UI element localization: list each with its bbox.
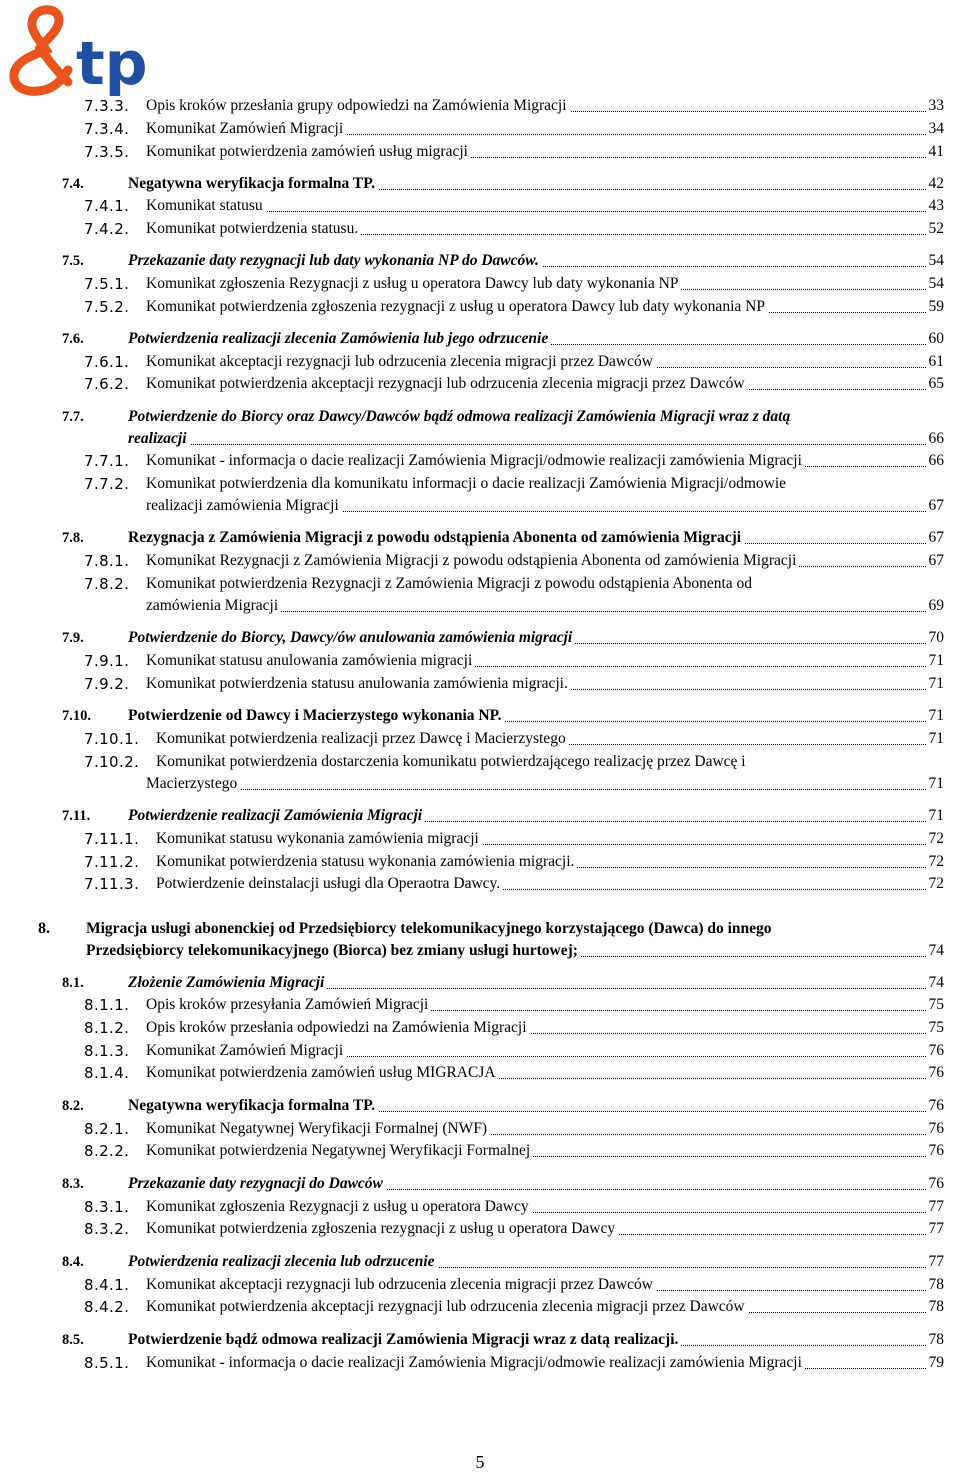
toc-entry-title: Komunikat akceptacji rezygnacji lub odrzucenia zlecenia migracji przez Dawców xyxy=(146,1276,656,1293)
toc-entry-title: Komunikat potwierdzenia Negatywnej Weryfikacji Formalnej xyxy=(146,1142,533,1159)
toc-entry-title: Komunikat potwierdzenia statusu. xyxy=(146,220,361,237)
toc-entry-number: 7.9.1. xyxy=(84,652,130,670)
toc-entry[interactable] xyxy=(0,673,960,695)
toc-entry-page: 72 xyxy=(927,873,945,895)
toc-entry[interactable] xyxy=(0,141,960,163)
toc-entry-page: 77 xyxy=(927,1251,945,1273)
toc-entry-title: Macierzystego xyxy=(146,775,240,792)
toc-entry[interactable] xyxy=(0,95,960,117)
logo-text: tp xyxy=(76,29,148,96)
toc-entry-title: Komunikat potwierdzenia zamówień usług MIGRACJA xyxy=(146,1064,499,1081)
toc-entry-title: Komunikat - informacja o dacie realizacji Zamówienia Migracji/odmowie realizacji zamówienia Migracji xyxy=(146,452,805,469)
toc-entry-page: 77 xyxy=(927,1196,945,1218)
toc-entry-title: Komunikat potwierdzenia statusu wykonania zamówienia migracji. xyxy=(156,853,577,870)
toc-entry-page: 78 xyxy=(927,1296,945,1318)
toc-entry-page: 71 xyxy=(927,673,945,695)
toc-entry[interactable] xyxy=(0,495,960,517)
toc-entry-number: 8.5.1. xyxy=(84,1354,130,1372)
toc-entry-page: 71 xyxy=(927,805,945,827)
toc-entry-number: 8.3.1. xyxy=(84,1198,130,1216)
toc-entry-page: 54 xyxy=(927,250,945,272)
toc-entry[interactable] xyxy=(0,728,960,750)
toc-entry-page: 67 xyxy=(927,527,945,549)
toc-entry-page: 69 xyxy=(927,595,945,617)
toc-entry-number: 7.8.2. xyxy=(84,575,130,593)
toc-entry-page: 76 xyxy=(927,1062,945,1084)
toc-entry-title: Potwierdzenia realizacji zlecenia Zamówienia lub jego odrzucenie xyxy=(128,330,551,347)
toc-entry-title: Komunikat statusu xyxy=(146,197,266,214)
toc-entry[interactable] xyxy=(0,1352,960,1374)
page-number: 5 xyxy=(475,1452,485,1472)
toc-entry[interactable] xyxy=(0,805,960,827)
toc-entry-title: Opis kroków przesłania odpowiedzi na Zamówienia Migracji xyxy=(146,1019,530,1036)
toc-entry[interactable] xyxy=(0,940,960,962)
toc-entry-page: 72 xyxy=(927,851,945,873)
toc-entry-page: 79 xyxy=(927,1352,945,1374)
toc-entry[interactable] xyxy=(0,1118,960,1140)
toc-entry-title: Przekazanie daty rezygnacji lub daty wykonania NP do Dawców. xyxy=(128,252,542,269)
toc-entry[interactable] xyxy=(0,1296,960,1318)
toc-entry-title: Potwierdzenie realizacji Zamówienia Migracji xyxy=(128,807,425,824)
toc-entry-page: 34 xyxy=(927,118,945,140)
toc-entry-number: 8.1.3. xyxy=(84,1042,130,1060)
toc-entry-number: 8.5. xyxy=(62,1332,84,1348)
toc-entry-page: 67 xyxy=(927,550,945,572)
toc-entry-title: Opis kroków przesłania grupy odpowiedzi na Zamówienia Migracji xyxy=(146,97,570,114)
toc-entry-number: 7.7.2. xyxy=(84,475,130,493)
toc-entry-number: 7.4. xyxy=(62,176,84,192)
toc-entry-page: 70 xyxy=(927,627,945,649)
toc-entry-page: 71 xyxy=(927,773,945,795)
toc-entry-title: Komunikat potwierdzenia dla komunikatu informacji o dacie realizacji Zamówienia Migracji/odmowie xyxy=(146,475,787,492)
toc-entry-title: Komunikat Zamówień Migracji xyxy=(146,120,346,137)
toc-entry[interactable] xyxy=(0,195,960,217)
toc-entry-page: 67 xyxy=(927,495,945,517)
toc-entry[interactable] xyxy=(0,972,960,994)
toc-entry-title: Komunikat potwierdzenia akceptacji rezygnacji lub odrzucenia zlecenia migracji przez Dawców xyxy=(146,1298,748,1315)
toc-entry-number: 8.3.2. xyxy=(84,1220,130,1238)
toc-entry-title: Komunikat Zamówień Migracji xyxy=(146,1042,346,1059)
toc-entry[interactable] xyxy=(0,328,960,350)
toc-entry[interactable] xyxy=(0,296,960,318)
toc-entry-title: Komunikat zgłoszenia Rezygnacji z usług u operatora Dawcy lub daty wykonania NP xyxy=(146,275,681,292)
toc-entry-title: Potwierdzenie od Dawcy i Macierzystego wykonania NP. xyxy=(128,707,505,724)
toc-entry-number: 8.2.2. xyxy=(84,1142,130,1160)
toc-entry-number: 7.3.5. xyxy=(84,143,130,161)
toc-entry-number: 8.1.4. xyxy=(84,1064,130,1082)
toc-entry-page: 76 xyxy=(927,1173,945,1195)
toc-entry-page: 77 xyxy=(927,1218,945,1240)
toc-entry[interactable] xyxy=(0,828,960,850)
toc-entry-title: Komunikat akceptacji rezygnacji lub odrzucenia zlecenia migracji przez Dawców xyxy=(146,353,656,370)
toc-entry-title: Komunikat zgłoszenia Rezygnacji z usług u operatora Dawcy xyxy=(146,1198,532,1215)
toc-entry-title: Komunikat Negatywnej Weryfikacji Formalnej (NWF) xyxy=(146,1120,490,1137)
toc-entry-number: 8.4. xyxy=(62,1254,84,1270)
toc-entry-title: Potwierdzenie bądź odmowa realizacji Zamówienia Migracji wraz z datą realizacji. xyxy=(128,1331,681,1348)
toc-entry-title: Potwierdzenie do Biorcy, Dawcy/ów anulowania zamówienia migracji xyxy=(128,629,575,646)
toc-entry-page: 33 xyxy=(927,95,945,117)
toc-entry-number: 7.7.1. xyxy=(84,452,130,470)
toc-entry-number: 7.9.2. xyxy=(84,675,130,693)
toc-entry-number: 7.6.1. xyxy=(84,353,130,371)
toc-entry-page: 78 xyxy=(927,1274,945,1296)
toc-entry-page: 71 xyxy=(927,650,945,672)
toc-entry-page: 72 xyxy=(927,828,945,850)
toc-entry[interactable] xyxy=(0,473,960,495)
toc-entry-title: Złożenie Zamówienia Migracji xyxy=(128,974,327,991)
toc-entry-title: Rezygnacja z Zamówienia Migracji z powodu odstąpienia Abonenta od zamówienia Migracji xyxy=(128,529,744,546)
toc-entry-page: 74 xyxy=(927,972,945,994)
toc-entry-page: 75 xyxy=(927,994,945,1016)
toc-entry-number: 7.10.1. xyxy=(84,730,140,748)
toc-entry[interactable] xyxy=(0,573,960,595)
toc-entry-title: Komunikat potwierdzenia zgłoszenia rezygnacji z usług u operatora Dawcy lub daty wykonania NP xyxy=(146,298,768,315)
toc-entry-number: 8.2. xyxy=(62,1098,84,1114)
toc-entry-page: 66 xyxy=(927,450,945,472)
toc-entry-page: 59 xyxy=(927,296,945,318)
toc-entry-number: 8.4.1. xyxy=(84,1276,130,1294)
toc-entry-title: zamówienia Migracji xyxy=(146,597,281,614)
toc-entry[interactable] xyxy=(0,273,960,295)
toc-entry-page: 74 xyxy=(927,940,945,962)
dot-leader xyxy=(128,444,926,445)
toc-entry-title: Potwierdzenie deinstalacji usługi dla Operaotra Dawcy. xyxy=(156,875,503,892)
toc-entry-title: Potwierdzenie do Biorcy oraz Dawcy/Dawców bądź odmowa realizacji Zamówienia Migracji wraz z datą xyxy=(128,408,791,425)
toc-entry-number: 7.5.2. xyxy=(84,298,130,316)
toc-entry-title: Komunikat potwierdzenia zamówień usług migracji xyxy=(146,143,471,160)
toc-entry-title: Negatywna weryfikacja formalna TP. xyxy=(128,175,378,192)
toc-entry-title: Komunikat potwierdzenia Rezygnacji z Zamówienia Migracji z powodu odstąpienia Abonenta od xyxy=(146,575,753,592)
toc-entry-page: 41 xyxy=(927,141,945,163)
toc-entry-title: Przekazanie daty rezygnacji do Dawców xyxy=(128,1175,386,1192)
toc-entry-number: 7.10. xyxy=(62,708,91,724)
toc-entry-title: Komunikat potwierdzenia statusu anulowania zamówienia migracji. xyxy=(146,675,571,692)
toc-entry-title: realizacji xyxy=(128,430,190,447)
toc-entry-number: 7.8. xyxy=(62,530,84,546)
toc-entry[interactable] xyxy=(0,1251,960,1273)
toc-entry[interactable] xyxy=(0,428,960,450)
toc-entry[interactable] xyxy=(0,351,960,373)
dot-leader xyxy=(146,789,926,790)
toc-entry-title: Komunikat potwierdzenia zgłoszenia rezygnacji z usług u operatora Dawcy xyxy=(146,1220,618,1237)
toc-entry-title: Komunikat - informacja o dacie realizacji Zamówienia Migracji/odmowie realizacji zamówienia Migracji xyxy=(146,1354,805,1371)
toc-entry[interactable] xyxy=(0,751,960,773)
toc-entry[interactable] xyxy=(0,873,960,895)
toc-entry[interactable] xyxy=(0,1017,960,1039)
toc-entry-number: 7.3.4. xyxy=(84,120,130,138)
toc-entry-page: 43 xyxy=(927,195,945,217)
toc-entry-number: 7.11.3. xyxy=(84,875,140,893)
toc-entry-page: 52 xyxy=(927,218,945,240)
toc-entry[interactable] xyxy=(0,1140,960,1162)
toc-entry-number: 7.6.2. xyxy=(84,375,130,393)
toc-entry-page: 76 xyxy=(927,1040,945,1062)
toc-entry-title: Opis kroków przesyłania Zamówień Migracji xyxy=(146,996,431,1013)
toc-entry[interactable] xyxy=(0,1218,960,1240)
toc-entry-page: 71 xyxy=(927,728,945,750)
toc-entry[interactable] xyxy=(0,373,960,395)
toc-entry[interactable] xyxy=(0,527,960,549)
toc-entry[interactable] xyxy=(0,1062,960,1084)
toc-entry-page: 76 xyxy=(927,1095,945,1117)
toc-entry-number: 7.5. xyxy=(62,253,84,269)
toc-entry-number: 7.10.2. xyxy=(84,753,140,771)
toc-entry-number: 7.11.2. xyxy=(84,853,140,871)
toc-entry-number: 7.8.1. xyxy=(84,552,130,570)
toc-entry-page: 61 xyxy=(927,351,945,373)
toc-entry[interactable] xyxy=(0,118,960,140)
toc-entry-title: Migracja usługi abonenckiej od Przedsiębiorcy telekomunikacyjnego korzystającego (Dawca) do innego xyxy=(86,920,772,937)
toc-entry[interactable] xyxy=(0,1329,960,1351)
toc-entry-number: 8.3. xyxy=(62,1176,84,1192)
toc-entry-title: Komunikat Rezygnacji z Zamówienia Migracji z powodu odstąpienia Abonenta od zamówienia Migracji xyxy=(146,552,799,569)
toc-entry-number: 7.7. xyxy=(62,409,84,425)
toc-entry[interactable] xyxy=(0,406,960,428)
toc-entry[interactable] xyxy=(0,173,960,195)
toc-entry[interactable] xyxy=(0,1095,960,1117)
toc-entry[interactable] xyxy=(0,450,960,472)
toc-entry-title: Potwierdzenia realizacji zlecenia lub odrzucenie xyxy=(128,1253,438,1270)
toc-entry-page: 42 xyxy=(927,173,945,195)
toc-entry-number: 7.5.1. xyxy=(84,275,130,293)
toc-entry-number: 8.4.2. xyxy=(84,1298,130,1316)
toc-entry-number: 8.2.1. xyxy=(84,1120,130,1138)
toc-entry-page: 76 xyxy=(927,1140,945,1162)
toc-entry[interactable] xyxy=(0,650,960,672)
toc-entry-title: Komunikat potwierdzenia realizacji przez Dawcę i Macierzystego xyxy=(156,730,569,747)
toc-entry-number: 7.6. xyxy=(62,331,84,347)
toc-entry[interactable] xyxy=(0,1040,960,1062)
toc-entry-number: 7.11.1. xyxy=(84,830,140,848)
toc-entry-page: 60 xyxy=(927,328,945,350)
toc-entry[interactable] xyxy=(0,250,960,272)
toc-entry[interactable] xyxy=(0,851,960,873)
toc-entry-title: Przedsiębiorcy telekomunikacyjnego (Biorca) bez zmiany usługi hurtowej; xyxy=(86,942,581,959)
toc-entry[interactable] xyxy=(0,627,960,649)
toc-entry-number: 8.1.1. xyxy=(84,996,130,1014)
toc-entry-number: 8.1. xyxy=(62,975,84,991)
toc-entry[interactable] xyxy=(0,994,960,1016)
toc-entry-page: 66 xyxy=(927,428,945,450)
toc-entry-title: Komunikat potwierdzenia akceptacji rezygnacji lub odrzucenia zlecenia migracji przez Dawców xyxy=(146,375,748,392)
toc-entry-page: 76 xyxy=(927,1118,945,1140)
toc-entry-title: Komunikat potwierdzenia dostarczenia komunikatu potwierdzającego realizację przez Dawcę i xyxy=(156,753,746,770)
toc-entry-number: 7.4.2. xyxy=(84,220,130,238)
toc-entry-title: Komunikat statusu wykonania zamówienia migracji xyxy=(156,830,482,847)
toc-entry[interactable] xyxy=(0,1196,960,1218)
toc-entry-page: 71 xyxy=(927,705,945,727)
toc-entry[interactable] xyxy=(0,218,960,240)
toc-entry-page: 65 xyxy=(927,373,945,395)
toc-entry[interactable] xyxy=(0,705,960,727)
toc-entry-number: 8. xyxy=(38,920,50,937)
toc-entry[interactable] xyxy=(0,550,960,572)
toc-entry-number: 7.9. xyxy=(62,630,84,646)
toc-entry[interactable] xyxy=(0,595,960,617)
toc-entry[interactable] xyxy=(0,1274,960,1296)
toc-entry-number: 8.1.2. xyxy=(84,1019,130,1037)
toc-entry[interactable] xyxy=(0,1173,960,1195)
toc-entry-page: 54 xyxy=(927,273,945,295)
toc-entry-number: 7.4.1. xyxy=(84,197,130,215)
toc-entry[interactable] xyxy=(0,918,960,940)
toc-entry-number: 7.11. xyxy=(62,808,91,824)
toc-entry-page: 75 xyxy=(927,1017,945,1039)
toc-entry-title: realizacji zamówienia Migracji xyxy=(146,497,342,514)
toc-entry-title: Negatywna weryfikacja formalna TP. xyxy=(128,1097,378,1114)
toc-entry-number: 7.3.3. xyxy=(84,97,130,115)
toc-entry-page: 78 xyxy=(927,1329,945,1351)
toc-entry-title: Komunikat statusu anulowania zamówienia migracji xyxy=(146,652,475,669)
toc-entry[interactable] xyxy=(0,773,960,795)
